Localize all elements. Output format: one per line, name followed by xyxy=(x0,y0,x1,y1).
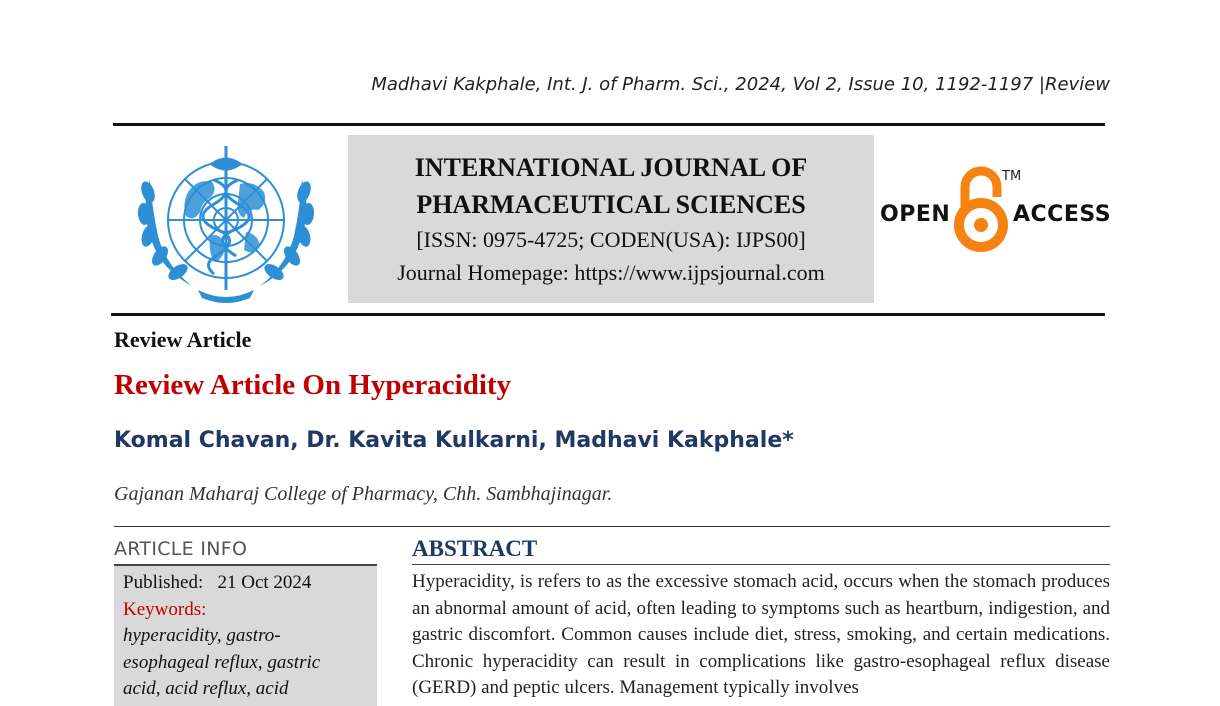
running-header: Madhavi Kakphale, Int. J. of Pharm. Sci., 2024, Vol 2, Issue 10, 1192-1197 |Review xyxy=(371,74,1110,95)
open-access-logo xyxy=(880,165,1112,255)
open-access-access-text: ACCESS xyxy=(1013,202,1112,227)
article-authors: Komal Chavan, Dr. Kavita Kulkarni, Madhavi Kakphale* xyxy=(114,428,794,453)
abstract-rule xyxy=(412,564,1110,565)
journal-issn: [ISSN: 0975-4725; CODEN(USA): IJPS00] xyxy=(416,227,806,252)
article-info-heading: ARTICLE INFO xyxy=(114,538,248,560)
trademark-symbol: TM xyxy=(1002,169,1022,184)
keywords-label: Keywords: xyxy=(123,598,207,620)
journal-masthead xyxy=(348,135,874,303)
published-label: Published: xyxy=(123,572,204,593)
open-access-open-text: OPEN xyxy=(880,202,951,227)
header-top-rule xyxy=(113,123,1105,126)
journal-homepage-link[interactable]: Journal Homepage: https://www.ijpsjournal.com xyxy=(397,260,825,285)
journal-name-line1: INTERNATIONAL JOURNAL OF xyxy=(414,153,808,182)
abstract-heading: ABSTRACT xyxy=(412,536,538,561)
published-date: 21 Oct 2024 xyxy=(217,572,312,593)
journal-name-line2: PHARMACEUTICAL SCIENCES xyxy=(416,190,806,219)
article-type: Review Article xyxy=(114,327,252,352)
article-info-box xyxy=(114,566,377,706)
un-emblem-caduceus-logo xyxy=(128,140,324,304)
keywords-line: acid, acid reflux, acid xyxy=(123,678,289,699)
author-affiliation: Gajanan Maharaj College of Pharmacy, Chh. Sambhajinagar. xyxy=(114,483,613,505)
abstract-text: Hyperacidity, is refers to as the excessive stomach acid, occurs when the stomach produces an abnormal amount of acid, often leading to symptoms such as heartburn, indigestion, and gastric discomfort. Common causes include diet, stress, smoking, and certain medications. Chronic hyperacidity can result in complications like gastro-esophageal reflux disease (GERD) and peptic ulcers. Management typically involves xyxy=(412,571,1110,698)
article-title: Review Article On Hyperacidity xyxy=(114,369,512,401)
published-row xyxy=(123,570,377,597)
header-bottom-rule xyxy=(111,313,1105,316)
keywords-line: esophageal reflux, gastric xyxy=(123,651,321,673)
keywords-line: hyperacidity, gastro- xyxy=(123,625,281,646)
section-divider xyxy=(114,526,1110,527)
